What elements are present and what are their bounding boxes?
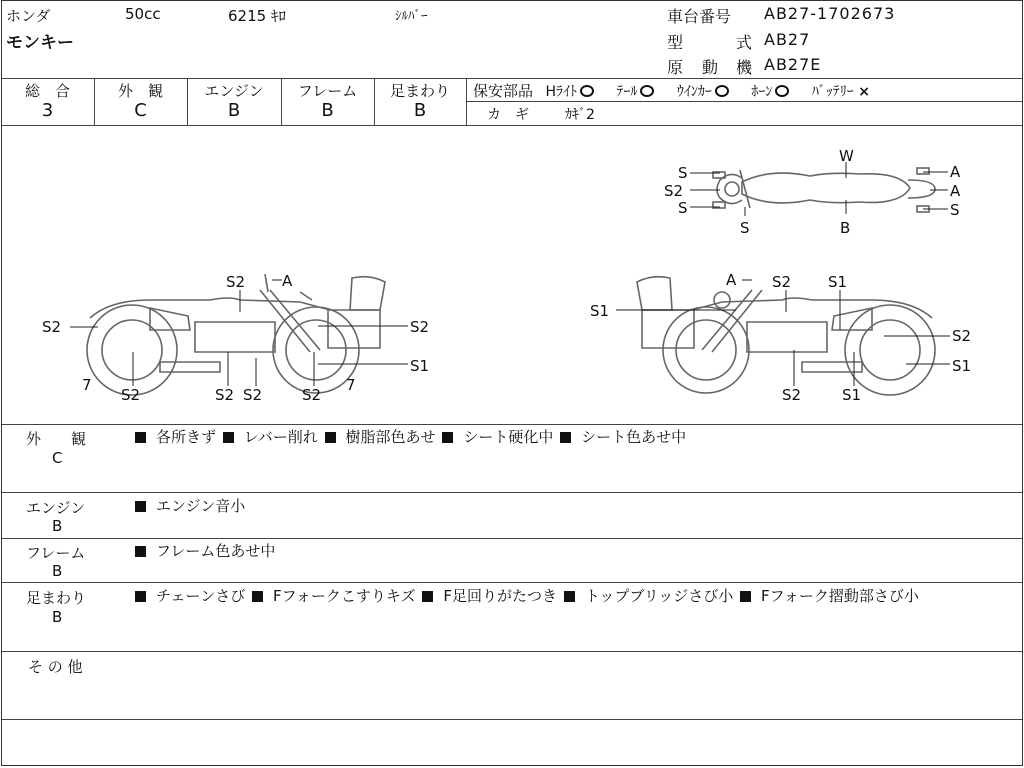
notes-engine-items bbox=[133, 496, 1013, 517]
frame-no-label: 車台番号 bbox=[667, 7, 732, 26]
grade-exterior-value: C bbox=[134, 100, 147, 121]
winker-label: ｳｲﾝｶｰ bbox=[676, 84, 712, 100]
divider bbox=[1, 492, 1023, 493]
bullet-icon bbox=[135, 501, 146, 512]
notes-frame-label: フレーム bbox=[26, 544, 86, 562]
note-item: F足回りがたつき bbox=[443, 587, 558, 605]
bullet-icon bbox=[325, 432, 336, 443]
left-view-label: S1 bbox=[410, 357, 430, 375]
color: ｼﾙﾊﾞｰ bbox=[395, 9, 428, 24]
top-view-label: S bbox=[678, 199, 688, 217]
top-view-label: B bbox=[840, 219, 851, 237]
notes-exterior-grade: C bbox=[52, 449, 63, 467]
top-view-bike bbox=[713, 168, 935, 212]
model-name: モンキー bbox=[6, 33, 74, 53]
engine-value: AB27E bbox=[764, 55, 822, 74]
note-item: シート硬化中 bbox=[463, 428, 554, 446]
notes-suspension-items bbox=[133, 586, 1018, 607]
bullet-icon bbox=[135, 432, 146, 443]
bullet-icon bbox=[252, 591, 263, 602]
left-view-label: S2 bbox=[215, 386, 235, 404]
ok-mark-icon bbox=[640, 85, 654, 97]
bullet-icon bbox=[564, 591, 575, 602]
notes-engine-grade: B bbox=[52, 517, 63, 535]
note-item: フレーム色あせ中 bbox=[156, 542, 276, 560]
left-view-label: S2 bbox=[243, 386, 263, 404]
left-view-label: S2 bbox=[410, 318, 430, 336]
battery-label: ﾊﾞｯﾃﾘｰ bbox=[811, 84, 854, 100]
bullet-icon bbox=[135, 591, 146, 602]
grade-engine-label: エンジン bbox=[204, 82, 264, 100]
note-item: 各所きず bbox=[156, 428, 217, 446]
safety-title: 保安部品 bbox=[473, 82, 534, 100]
bullet-icon bbox=[223, 432, 234, 443]
right-view-label: S2 bbox=[772, 273, 792, 291]
note-item: Fフォーク摺動部さび小 bbox=[760, 587, 919, 605]
type-label-1: 型 bbox=[667, 33, 684, 52]
left-view-label: S2 bbox=[302, 386, 322, 404]
note-item: エンジン音小 bbox=[156, 497, 246, 515]
horn-label: ﾎｰﾝ bbox=[751, 84, 773, 100]
note-item: チェーンさび bbox=[156, 587, 246, 605]
notes-suspension-grade: B bbox=[52, 608, 63, 626]
displacement: 50cc bbox=[125, 5, 161, 23]
grade-frame-value: B bbox=[321, 100, 334, 121]
grade-suspension-label: 足まわり bbox=[389, 82, 450, 100]
top-view-label: S bbox=[740, 219, 750, 237]
bullet-icon bbox=[422, 591, 433, 602]
divider bbox=[1, 719, 1023, 720]
right-view-label: S1 bbox=[952, 357, 972, 375]
right-view-label: S1 bbox=[828, 273, 848, 291]
divider bbox=[466, 101, 1023, 102]
left-view-label: S2 bbox=[42, 318, 62, 336]
note-item: Fフォークこすりキズ bbox=[273, 587, 416, 605]
notes-other-label: そ の 他 bbox=[28, 658, 83, 676]
right-view-label: A bbox=[726, 271, 737, 289]
left-view-label: A bbox=[282, 272, 293, 290]
bullet-icon bbox=[740, 591, 751, 602]
note-item: トップブリッジさび小 bbox=[584, 587, 734, 605]
notes-suspension-label: 足まわり bbox=[26, 589, 87, 607]
divider bbox=[1, 78, 1023, 79]
battery-mark: × bbox=[858, 84, 870, 100]
note-item: シート色あせ中 bbox=[581, 428, 687, 446]
notes-exterior-items bbox=[133, 427, 1013, 448]
left-view-label: S2 bbox=[226, 273, 246, 291]
note-item: 樹脂部色あせ bbox=[345, 428, 436, 446]
bullet-icon bbox=[560, 432, 571, 443]
right-view-label: S1 bbox=[590, 302, 610, 320]
note-item: レバー削れ bbox=[243, 428, 318, 446]
right-view-label: S2 bbox=[782, 386, 802, 404]
key-label: カ ギ bbox=[487, 107, 529, 123]
left-view-label: S2 bbox=[121, 386, 141, 404]
type-value: AB27 bbox=[764, 30, 811, 49]
divider bbox=[1, 651, 1023, 652]
bullet-icon bbox=[442, 432, 453, 443]
right-view-label: S1 bbox=[842, 386, 862, 404]
grade-exterior-label: 外 観 bbox=[117, 82, 163, 100]
left-view-bike bbox=[87, 274, 385, 395]
notes-engine-label: エンジン bbox=[26, 499, 86, 517]
key-value: ｶｷﾞ2 bbox=[565, 107, 595, 123]
top-view-label: W bbox=[839, 147, 854, 165]
top-view-label: A bbox=[950, 163, 961, 181]
divider bbox=[1, 582, 1023, 583]
safety-parts bbox=[473, 80, 870, 101]
frame-no-value: AB27-1702673 bbox=[764, 4, 896, 23]
engine-label-3: 機 bbox=[736, 58, 753, 77]
damage-diagram bbox=[0, 126, 1024, 424]
engine-label-2: 動 bbox=[702, 58, 719, 77]
grade-overall-value: 3 bbox=[41, 100, 54, 121]
top-view-label: A bbox=[950, 182, 961, 200]
ok-mark-icon bbox=[580, 85, 594, 97]
divider bbox=[1, 538, 1023, 539]
ok-mark-icon bbox=[715, 85, 729, 97]
tail-label: ﾃｰﾙ bbox=[616, 84, 638, 100]
grade-frame-label: フレーム bbox=[297, 82, 358, 100]
left-view-label: 7 bbox=[346, 376, 356, 394]
top-view-label: S bbox=[678, 164, 688, 182]
notes-exterior-label: 外 観 bbox=[26, 430, 87, 448]
right-view-label: S2 bbox=[952, 327, 972, 345]
ok-mark-icon bbox=[775, 85, 789, 97]
top-view-label: S bbox=[950, 201, 960, 219]
notes-frame-grade: B bbox=[52, 562, 63, 580]
left-view-label: 7 bbox=[82, 376, 92, 394]
divider bbox=[1, 424, 1023, 425]
notes-frame-items bbox=[133, 541, 1013, 562]
grade-suspension-value: B bbox=[413, 100, 427, 121]
maker: ホンダ bbox=[6, 7, 51, 25]
mileage: 6215 ｷﾛ bbox=[228, 7, 286, 25]
engine-label-1: 原 bbox=[667, 58, 684, 77]
headlight-label: Hﾗｲﾄ bbox=[545, 84, 577, 100]
grade-engine-value: B bbox=[227, 100, 241, 121]
bullet-icon bbox=[135, 546, 146, 557]
grade-overall-label: 総 合 bbox=[24, 82, 70, 100]
top-view-label: S2 bbox=[664, 182, 684, 200]
divider bbox=[466, 78, 467, 125]
type-label-2: 式 bbox=[736, 33, 753, 52]
